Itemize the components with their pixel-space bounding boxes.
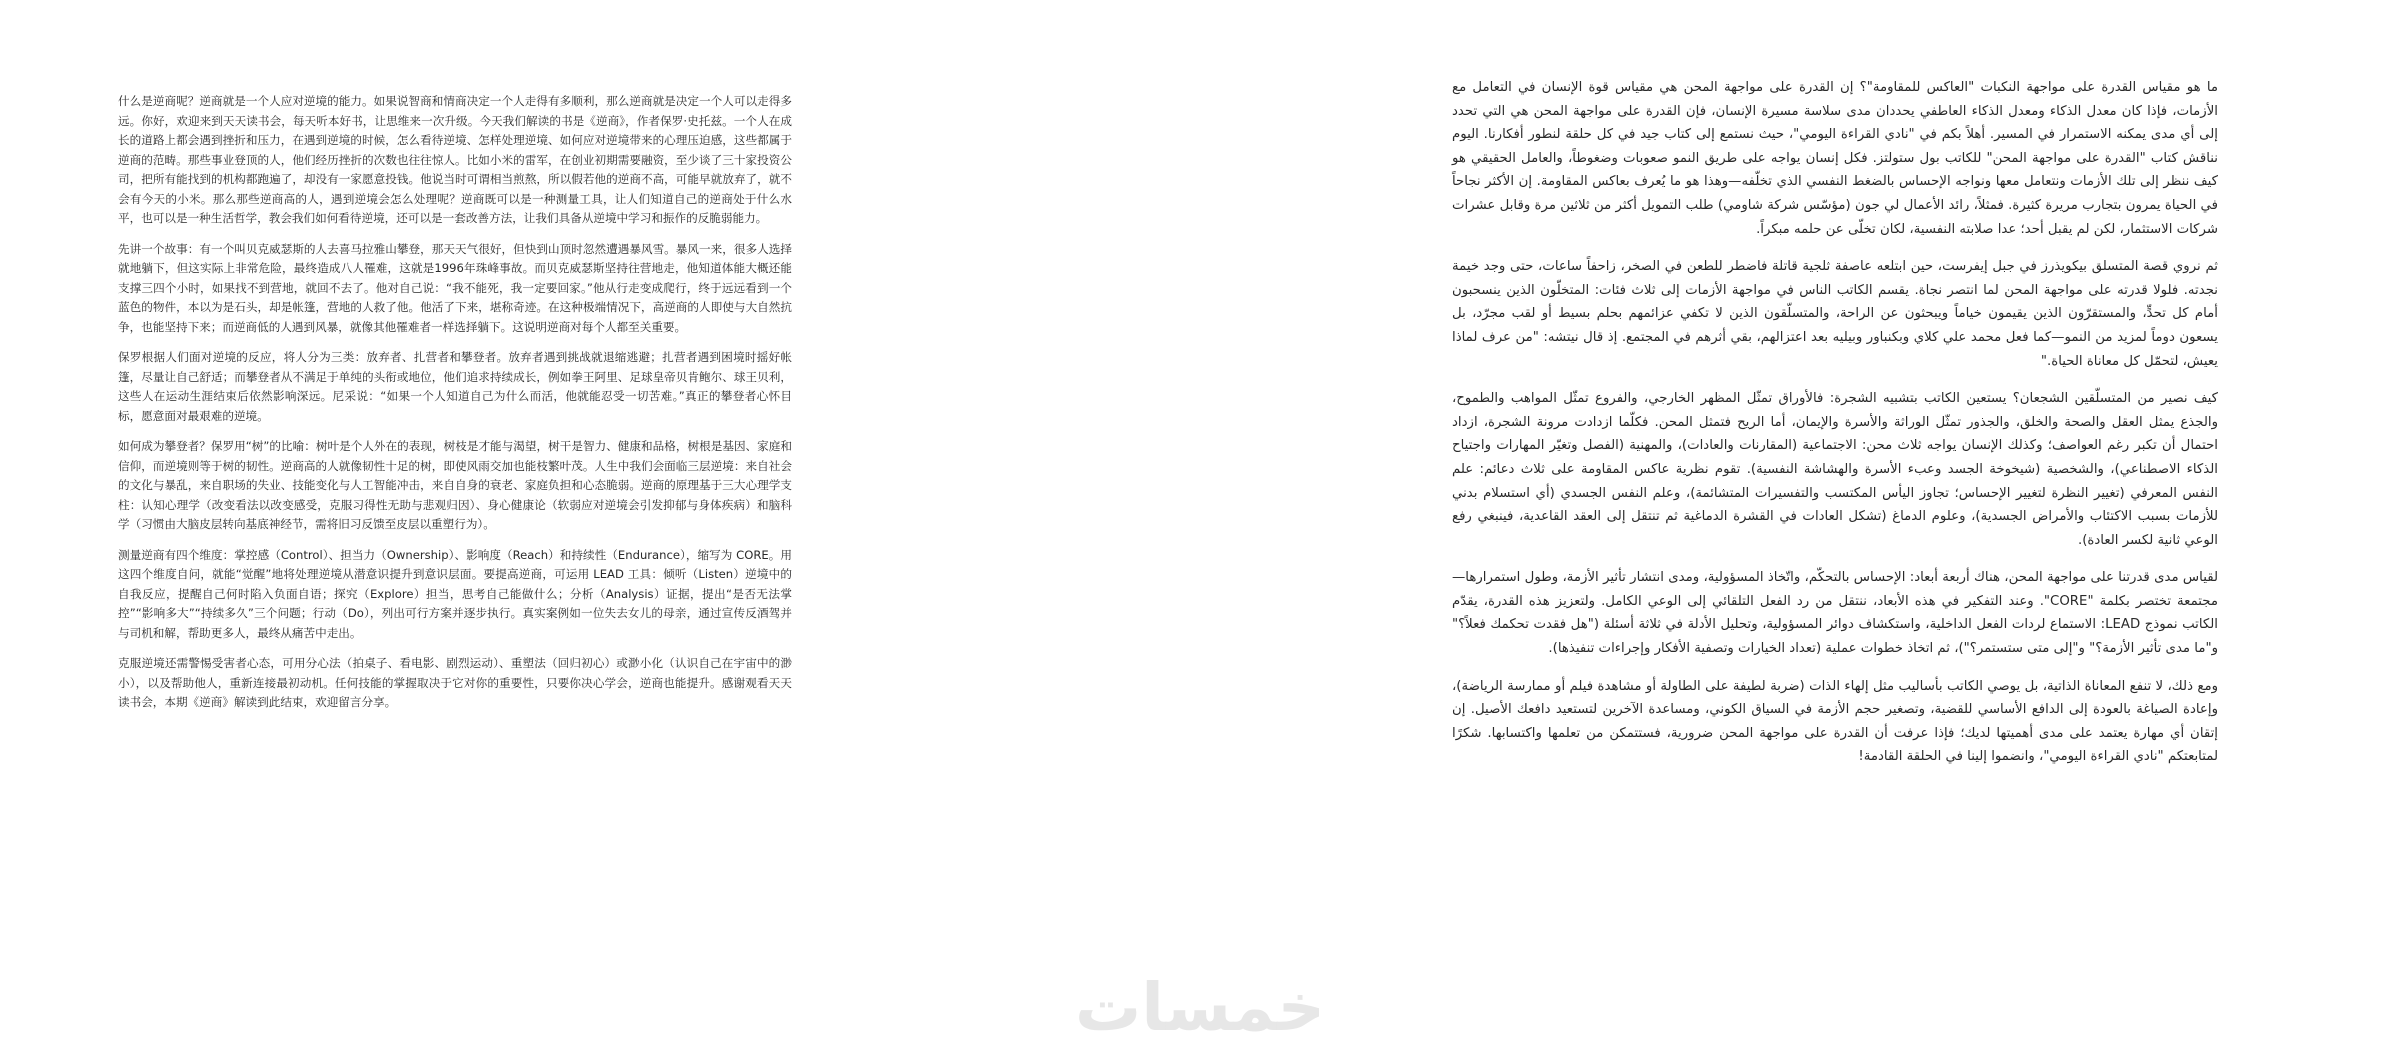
arabic-paragraph-1: ما هو مقياس القدرة على مواجهة النكبات "العاكس للمقاومة"؟ إن القدرة على مواجهة المحن هي مقياس قوة الإنسان في التعامل مع الأزمات، فإذا كان معدل الذكاء ومعدل الذكاء العاطفي يحددان مدى سلاسة مسيرة الإنسان، فإن القدرة على مواجهة المحن هي التي تحدد إلى أي مدى يمكنه الاستمرار في المسير. أهلاً بكم في "نادي القراءة اليومي"، حيث نستمع إلى كتاب جيد في كل حلقة لنطور أفكارنا. اليوم نناقش كتاب "القدرة على مواجهة المحن" للكاتب بول ستولتز. فكل إنسان يواجه على طريق النمو صعوبات وضغوطاً، والعامل الحقيقي هو كيف ننظر إلى تلك الأزمات ونتعامل معها ونواجه الإحساس بالضغط النفسي الذي تخلّفه—وهذا هو ما يُعرف بعاكس المقاومة. إن الأكثر نجاحاً في الحياة يمرون بتجارب مريرة كثيرة. فمثلاً، رائد الأعمال لي جون (مؤسّس شركة شاومي) طلب التمويل أكثر من ثلاثين مرة وقابل عشرات شركات الاستثمار، لكن لم يقبل أحد؛ عدا صلابته النفسية، لكان تخلّى عن حلمه مبكراً.	[1452, 80, 2218, 237]
chinese-paragraph-5: 测量逆商有四个维度：掌控感（Control）、担当力（Ownership）、影响度（Reach）和持续性（Endurance），缩写为 CORE。用这四个维度自问，就能“觉醒”地将处理逆境从潜意识提升到意识层面。要提高逆商，可运用 LEAD 工具：倾听（Listen）逆境中的自我反应，提醒自己何时陷入负面自语；探究（Explore）担当，思考自己能做什么；分析（Analysis）证据，提出“是否无法掌控”“影响多大”“持续多久”三个问题；行动（Do），列出可行方案并逐步执行。真实案例如一位失去女儿的母亲，通过宣传反酒驾并与司机和解，帮助更多人，最终从痛苦中走出。	[118, 547, 792, 640]
arabic-paragraph-2: ثم نروي قصة المتسلق بيكويذرز في جبل إيفرست، حين ابتلعه عاصفة ثلجية قاتلة فاضطر للطعن في الصخر، زاحفاً ساعات، حتى وجد خيمة نجدته. فلولا قدرته على مواجهة المحن لما انتصر نجاة. يقسم الكاتب الناس في مواجهة الأزمات إلى ثلاث فئات: المتخلّون الذين ينسحبون أمام كل تحدٍّ، والمستقرّون الذين يقيمون خياماً ويبحثون عن الراحة، والمتسلّقون الذين لا تكفي عزائمهم بحلم بسيط أو لقب مجرّد، بل يسعون دوماً لمزيد من النمو—كما فعل محمد علي كلاي وبكنباور وبيليه بعد اعتزالهم، بقي أثرهم في المجتمع. إذ قال نيتشه: "من عرف لماذا يعيش، لتحمّل كل معاناة الحياة."	[1452, 259, 2218, 369]
arabic-paragraph-4: لقياس مدى قدرتنا على مواجهة المحن، هناك أربعة أبعاد: الإحساس بالتحكّم، واتّخاذ المسؤولية، ومدى انتشار تأثير الأزمة، وطول استمرارها—مجتمعة تختصر بكلمة "CORE". وعند التفكير في هذه الأبعاد، ننتقل من رد الفعل التلقائي إلى الوعي الكامل. ولتعزيز هذه القدرة، يقدّم الكاتب نموذج LEAD: الاستماع لردات الفعل الداخلية، واستكشاف دوائر المسؤولية، وتحليل الأدلة في ثلاثة أسئلة ("هل فقدت تحكمك فعلاً؟" و"ما مدى تأثير الأزمة؟" و"إلى متى ستستمر؟")، ثم اتخاذ خطوات عملية (تعداد الخيارات وتصفية الأفكار وإجراءات تنفيذها).	[1452, 570, 2218, 657]
arabic-text-column	[1452, 76, 2218, 783]
chinese-paragraph-4: 如何成为攀登者？保罗用“树”的比喻：树叶是个人外在的表现，树枝是才能与渴望，树干是智力、健康和品格，树根是基因、家庭和信仰，而逆境则等于树的韧性。逆商高的人就像韧性十足的树，即使风雨交加也能枝繁叶茂。人生中我们会面临三层逆境：来自社会的文化与暴乱，来自职场的失业、技能变化与人工智能冲击，来自自身的衰老、家庭负担和心态脆弱。逆商的原理基于三大心理学支柱：认知心理学（改变看法以改变感受，克服习得性无助与悲观归因）、身心健康论（软弱应对逆境会引发抑郁与身体疾病）和脑科学（习惯由大脑皮层转向基底神经节，需将旧习反馈至皮层以重塑行为）。	[118, 439, 792, 531]
arabic-paragraph-5: ومع ذلك، لا تنفع المعاناة الذاتية، بل يوصي الكاتب بأساليب مثل إلهاء الذات (ضربة لطيفة على الطاولة أو مشاهدة فيلم أو ممارسة الرياضة)، وإعادة الصياغة بالعودة إلى الدافع الأساسي للقضية، وتصغير حجم الأزمة في السياق الكوني، ومساعدة الآخرين لتستعيد دافعك الأصيل. إن إتقان أي مهارة يعتمد على مدى أهميتها لديك؛ فإذا عرفت أن القدرة على مواجهة المحن ضرورية، فستتمكن من تعلمها واكتسابها. شكرًا لمتابعتكم "نادي القراءة اليومي"، وانضموا إلينا في الحلقة القادمة!	[1452, 678, 2218, 765]
chinese-paragraph-1: 什么是逆商呢？逆商就是一个人应对逆境的能力。如果说智商和情商决定一个人走得有多顺利，那么逆商就是决定一个人可以走得多远。你好，欢迎来到天天读书会，每天听本好书，让思维来一次升级。今天我们解读的书是《逆商》，作者保罗·史托兹。一个人在成长的道路上都会遇到挫折和压力，在遇到逆境的时候，怎么看待逆境、怎样处理逆境、如何应对逆境带来的心理压迫感，这些都属于逆商的范畴。那些事业登顶的人，他们经历挫折的次数也往往惊人。比如小米的雷军，在创业初期需要融资，至少谈了三十家投资公司，把所有能找到的机构都跑遍了，却没有一家愿意投钱。他说当时可谓相当煎熬，所以假若他的逆商不高，可能早就放弃了，就不会有今天的小米。那么那些逆商高的人，遇到逆境会怎么处理呢？逆商既可以是一种测量工具，让人们知道自己的逆商处于什么水平，也可以是一种生活哲学，教会我们如何看待逆境，还可以是一套改善方法，让我们具备从逆境中学习和振作的反脆弱能力。	[118, 94, 792, 225]
chinese-paragraph-6: 克服逆境还需警惕受害者心态，可用分心法（拍桌子、看电影、剧烈运动）、重塑法（回归初心）或渺小化（认识自己在宇宙中的渺小），以及帮助他人，重新连接最初动机。任何技能的掌握取决于它对你的重要性，只要你决心学会，逆商也能提升。感谢观看天天读书会，本期《逆商》解读到此结束，欢迎留言分享。	[118, 656, 792, 709]
chinese-paragraph-2: 先讲一个故事：有一个叫贝克威瑟斯的人去喜马拉雅山攀登，那天天气很好，但快到山顶时忽然遭遇暴风雪。暴风一来，很多人选择就地躺下，但这实际上非常危险，最终造成八人罹难，这就是1996年珠峰事故。而贝克威瑟斯坚持往营地走，他知道体能大概还能支撑三四个小时，如果找不到营地，就回不去了。他对自己说：“我不能死，我一定要回家。”他从行走变成爬行，终于远远看到一个蓝色的物件，本以为是石头，却是帐篷，营地的人救了他。他活了下来，堪称奇迹。在这种极端情况下，高逆商的人即使与大自然抗争，也能坚持下来；而逆商低的人遇到风暴，就像其他罹难者一样选择躺下。这说明逆商对每个人都至关重要。	[118, 241, 792, 334]
khamsat-watermark: خمسات	[1074, 969, 1326, 1046]
chinese-text-column	[118, 92, 792, 724]
chinese-paragraph-3: 保罗根据人们面对逆境的反应，将人分为三类：放弃者、扎营者和攀登者。放弃者遇到挑战就退缩逃避；扎营者遇到困境时摇好帐篷，尽量让自己舒适；而攀登者从不满足于单纯的头衔或地位，他们追求持续成长，例如拳王阿里、足球皇帝贝肯鲍尔、球王贝利，这些人在运动生涯结束后依然影响深远。尼采说：“如果一个人知道自己为什么而活，他就能忍受一切苦难。”真正的攀登者心怀目标，愿意面对最艰难的逆境。	[118, 350, 792, 423]
arabic-paragraph-3: كيف نصير من المتسلّقين الشجعان؟ يستعين الكاتب بتشبيه الشجرة: فالأوراق تمثّل المظهر الخارجي، والفروع تمثّل المواهب والطموح، والجذع يمثل العقل والصحة والخلق، والجذور تمثّل الوراثة والأسرة والإيمان، أما الريح فتمثل المحن. فكلّما ازدادت مرونة الشجرة، ازداد احتمال أن تكبر رغم العواصف؛ وكذلك الإنسان يواجه ثلاث محن: الاجتماعية (المقارنات والعادات)، والمهنية (الفصل وتغيّر المهارات واجتياح الذكاء الاصطناعي)، والشخصية (شيخوخة الجسد وعبء الأسرة والهشاشة النفسية). تقوم نظرية عاكس المقاومة على ثلاث دعائم: علم النفس المعرفي (تغيير النظرة لتغيير الإحساس؛ تجاوز اليأس المكتسب والتفسيرات المتشائمة)، وعلم النفس الجسدي (أي استسلام بدني للأزمات بسبب الاكتئاب والأمراض الجسدية)، وعلوم الدماغ (تشكل العادات في القشرة الدماغية ثم تنتقل إلى العقد القاعدية، فينبغي رفع الوعي ثانية لكسر العادة).	[1452, 391, 2218, 548]
